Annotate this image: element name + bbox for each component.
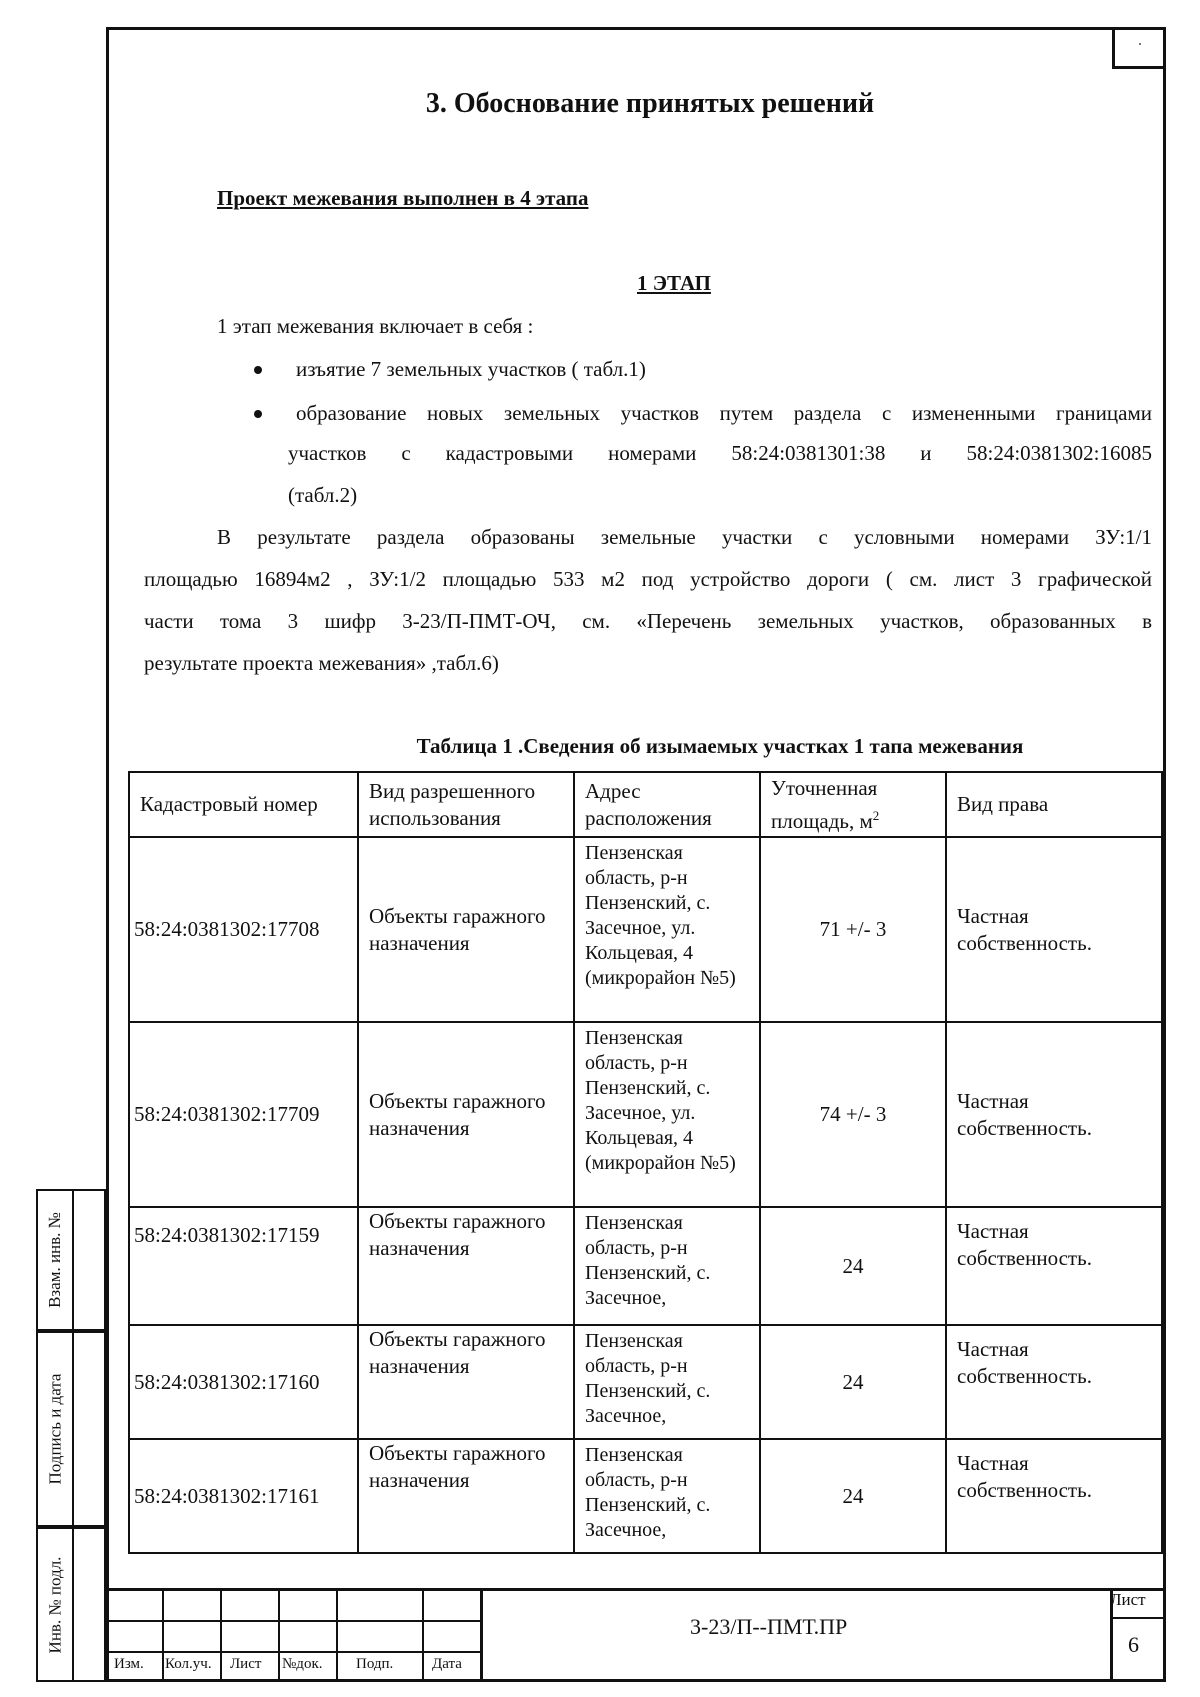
sheet-label: Лист	[1110, 1590, 1146, 1609]
body-paragraph-line: площадью 16894м2 , ЗУ:1/2 площадью 533 м2 под устройство дороги ( см. лист 3 графической	[144, 567, 1152, 591]
side-label-inv: Инв. № подл.	[45, 1556, 64, 1653]
subtitle: Проект межевания выполнен в 4 этапа	[217, 186, 589, 210]
side-stamp-inv	[36, 1527, 106, 1682]
stamp-data: Дата	[432, 1656, 462, 1672]
header-use: Вид разрешенного использования	[358, 772, 574, 837]
bullet-item-cont: (табл.2)	[288, 483, 358, 507]
table-row	[129, 1022, 1162, 1207]
cell-cadastral: 58:24:0381302:17161	[129, 1439, 358, 1553]
cell-area: 24	[760, 1207, 946, 1325]
cell-use: Объекты гаражного назначения	[358, 1022, 574, 1207]
body-paragraph-line: В результате раздела образованы земельные участки с условными номерами ЗУ:1/1	[217, 525, 1152, 549]
cell-right: Частная собственность.	[946, 1325, 1162, 1439]
side-stamp-vzam	[36, 1189, 106, 1331]
cell-address: Пензенская область, р-н Пензенский, с. Засечное,	[574, 1439, 760, 1553]
table-header-row	[129, 772, 1162, 837]
bullet-item: изъятие 7 земельных участков ( табл.1)	[296, 357, 646, 381]
stamp-col-line	[336, 1588, 338, 1682]
cell-address: Пензенская область, р-н Пензенский, с. Засечное, ул. Кольцевая, 4 (микрорайон №5)	[574, 1022, 760, 1207]
stamp-ndok: №док.	[282, 1656, 323, 1672]
cell-cadastral: 58:24:0381302:17160	[129, 1325, 358, 1439]
cell-right: Частная собственность.	[946, 1022, 1162, 1207]
stamp-kol: Кол.уч.	[165, 1656, 212, 1672]
sheet-number: 6	[1128, 1632, 1139, 1657]
side-label-vzam: Взам. инв. №	[45, 1212, 64, 1308]
stage-heading: 1 ЭТАП	[637, 271, 711, 295]
stamp-izm: Изм.	[114, 1656, 144, 1672]
side-label-podpis: Подпись и дата	[45, 1373, 64, 1485]
table-row	[129, 1325, 1162, 1439]
bullet-dot	[254, 410, 262, 418]
cell-area: 71 +/- 3	[760, 837, 946, 1022]
cell-right: Частная собственность.	[946, 1439, 1162, 1553]
bullet-item-cont: участков с кадастровыми номерами 58:24:0381301:38 и 58:24:0381302:16085	[288, 441, 1152, 465]
seized-plots-table	[128, 771, 1163, 1554]
table-row	[129, 837, 1162, 1022]
intro-text: 1 этап межевания включает в себя :	[217, 314, 534, 338]
stamp-col-line	[278, 1588, 280, 1682]
header-right: Вид права	[946, 772, 1162, 837]
bullet-dot	[254, 366, 262, 374]
stamp-col-line	[220, 1588, 222, 1682]
cell-use: Объекты гаражного назначения	[358, 837, 574, 1022]
bullet-item: образование новых земельных участков путем раздела с измененными границами	[296, 401, 1152, 425]
header-cadastral: Кадастровый номер	[129, 772, 358, 837]
cell-use: Объекты гаражного назначения	[358, 1325, 574, 1439]
table-caption: Таблица 1 .Сведения об изымаемых участках 1 тапа межевания	[416, 734, 1024, 758]
stamp-podp: Подп.	[356, 1656, 394, 1672]
cell-area: 74 +/- 3	[760, 1022, 946, 1207]
cell-address: Пензенская область, р-н Пензенский, с. Засечное,	[574, 1207, 760, 1325]
stamp-col-line	[480, 1588, 483, 1682]
side-stamp-podpis	[36, 1331, 106, 1527]
stamp-list: Лист	[230, 1656, 262, 1672]
stamp-col-line	[422, 1588, 424, 1682]
cell-right: Частная собственность.	[946, 1207, 1162, 1325]
cell-address: Пензенская область, р-н Пензенский, с. Засечное, ул. Кольцевая, 4 (микрорайон №5)	[574, 837, 760, 1022]
body-paragraph-line: части тома 3 шифр 3-23/П-ПМТ-ОЧ, см. «Перечень земельных участков, образованных в	[144, 609, 1152, 633]
cell-right: Частная собственность.	[946, 837, 1162, 1022]
corner-box	[1112, 27, 1166, 69]
section-title: 3. Обоснование принятых решений	[425, 88, 875, 119]
stamp-top-line	[106, 1588, 1166, 1591]
cell-area: 24	[760, 1439, 946, 1553]
table-row	[129, 1439, 1162, 1553]
cell-cadastral: 58:24:0381302:17159	[129, 1207, 358, 1325]
stamp-col-line	[162, 1588, 164, 1682]
header-address: Адрес расположения	[574, 772, 760, 837]
cell-area: 24	[760, 1325, 946, 1439]
cell-use: Объекты гаражного назначения	[358, 1207, 574, 1325]
table-row	[129, 1207, 1162, 1325]
cell-use: Объекты гаражного назначения	[358, 1439, 574, 1553]
header-area: Уточненная площадь, $м^2$	[760, 772, 946, 837]
cell-cadastral: 58:24:0381302:17709	[129, 1022, 358, 1207]
document-code: 3-23/П--ПМТ.ПР	[690, 1614, 848, 1639]
body-paragraph-line: результате проекта межевания» ,табл.6)	[144, 651, 499, 675]
cell-address: Пензенская область, р-н Пензенский, с. Засечное,	[574, 1325, 760, 1439]
cell-cadastral: 58:24:0381302:17708	[129, 837, 358, 1022]
stamp-sheet-line	[1110, 1617, 1166, 1619]
